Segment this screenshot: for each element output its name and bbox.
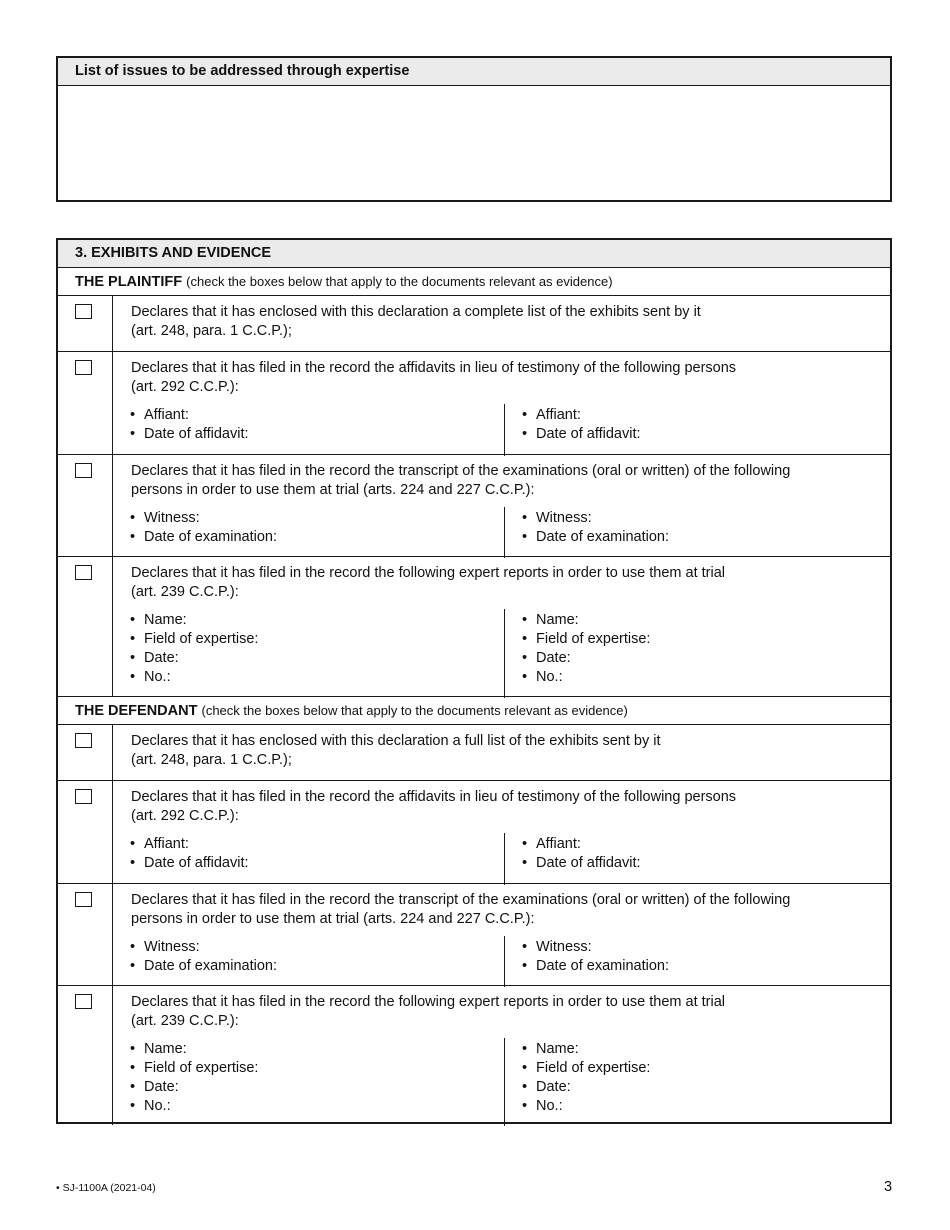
form-code: • SJ-1100A (2021-04) [56,1182,156,1194]
defendant-examinations-checkbox[interactable] [75,892,92,907]
field-field-of-expertise[interactable]: • Field of expertise: [130,1060,259,1076]
field-date-of-examination[interactable]: • Date of examination: [522,529,669,545]
statement-line: Declares that it has filed in the record the transcript of the examinations (oral or written) of the following [131,463,791,479]
statement-line: Declares that it has enclosed with this declaration a full list of the exhibits sent by it [131,733,661,749]
field-name[interactable]: • Name: [130,1041,187,1057]
field-column-right [504,609,895,698]
field-column-left [113,507,504,558]
field-date[interactable]: • Date: [522,650,571,666]
field-affiant[interactable]: • Affiant: [522,407,581,423]
field-column-left [113,404,504,456]
evidence-section [56,238,892,1124]
field-affiant[interactable]: • Affiant: [522,836,581,852]
statement-line: (art. 239 C.C.P.): [131,1013,239,1029]
field-number[interactable]: • No.: [522,669,563,685]
plaintiff-note: (check the boxes below that apply to the documents relevant as evidence) [186,274,613,289]
field-column-left [113,609,504,698]
plaintiff-examinations-row [58,455,890,557]
defendant-expert-reports-checkbox[interactable] [75,994,92,1009]
statement-line: (art. 292 C.C.P.): [131,808,239,824]
defendant-exhibits-row [58,725,890,781]
field-date-of-affidavit[interactable]: • Date of affidavit: [130,426,249,442]
defendant-affidavits-checkbox[interactable] [75,789,92,804]
statement-line: Declares that it has enclosed with this declaration a complete list of the exhibits sent by it [131,304,701,320]
plaintiff-examinations-checkbox[interactable] [75,463,92,478]
issues-section [56,56,892,202]
field-number[interactable]: • No.: [130,1098,171,1114]
field-witness[interactable]: • Witness: [130,939,200,955]
field-witness[interactable]: • Witness: [130,510,200,526]
field-affiant[interactable]: • Affiant: [130,407,189,423]
field-date-of-examination[interactable]: • Date of examination: [130,529,277,545]
defendant-label: THE DEFENDANT [75,703,198,719]
field-name[interactable]: • Name: [130,612,187,628]
field-witness[interactable]: • Witness: [522,939,592,955]
defendant-header [58,697,890,725]
field-column-left [113,936,504,987]
statement-line: persons in order to use them at trial (arts. 224 and 227 C.C.P.): [131,911,535,927]
field-column-right [504,936,895,987]
field-field-of-expertise[interactable]: • Field of expertise: [522,631,651,647]
field-column-right [504,1038,895,1126]
field-column-right [504,507,895,558]
plaintiff-affidavits-checkbox[interactable] [75,360,92,375]
field-name[interactable]: • Name: [522,612,579,628]
field-field-of-expertise[interactable]: • Field of expertise: [522,1060,651,1076]
defendant-examinations-row [58,884,890,986]
plaintiff-label: THE PLAINTIFF [75,274,183,290]
defendant-note: (check the boxes below that apply to the documents relevant as evidence) [201,703,628,718]
field-date-of-examination[interactable]: • Date of examination: [522,958,669,974]
field-date[interactable]: • Date: [130,650,179,666]
field-column-right [504,833,895,885]
plaintiff-affidavits-row [58,352,890,455]
plaintiff-header [58,268,890,296]
defendant-affidavits-row [58,781,890,884]
page-number: 3 [884,1179,893,1195]
field-number[interactable]: • No.: [130,669,171,685]
statement-line: Declares that it has filed in the record the following expert reports in order to use them at trial [131,994,725,1010]
field-column-left [113,1038,504,1126]
issues-title: List of issues to be addressed through expertise [58,58,890,86]
plaintiff-exhibits-checkbox[interactable] [75,304,92,319]
statement-line: Declares that it has filed in the record the affidavits in lieu of testimony of the following persons [131,360,737,376]
field-date[interactable]: • Date: [130,1079,179,1095]
issues-text-area[interactable] [58,86,890,201]
statement-line: (art. 292 C.C.P.): [131,379,239,395]
field-affiant[interactable]: • Affiant: [130,836,189,852]
statement-line: (art. 248, para. 1 C.C.P.); [131,323,292,339]
plaintiff-expert-reports-checkbox[interactable] [75,565,92,580]
statement-line: Declares that it has filed in the record the following expert reports in order to use them at trial [131,565,725,581]
field-name[interactable]: • Name: [522,1041,579,1057]
statement-line: Declares that it has filed in the record the affidavits in lieu of testimony of the following persons [131,789,737,805]
field-field-of-expertise[interactable]: • Field of expertise: [130,631,259,647]
field-date-of-affidavit[interactable]: • Date of affidavit: [522,426,641,442]
field-date-of-affidavit[interactable]: • Date of affidavit: [130,855,249,871]
defendant-exhibits-checkbox[interactable] [75,733,92,748]
statement-line: (art. 248, para. 1 C.C.P.); [131,752,292,768]
field-date[interactable]: • Date: [522,1079,571,1095]
plaintiff-expert-reports-row [58,557,890,697]
field-column-left [113,833,504,885]
field-column-right [504,404,895,456]
field-witness[interactable]: • Witness: [522,510,592,526]
statement-line: persons in order to use them at trial (arts. 224 and 227 C.C.P.): [131,482,535,498]
plaintiff-exhibits-row [58,296,890,352]
field-date-of-examination[interactable]: • Date of examination: [130,958,277,974]
statement-line: Declares that it has filed in the record the transcript of the examinations (oral or written) of the following [131,892,791,908]
field-number[interactable]: • No.: [522,1098,563,1114]
statement-line: (art. 239 C.C.P.): [131,584,239,600]
evidence-title: 3. EXHIBITS AND EVIDENCE [58,240,890,268]
defendant-expert-reports-row [58,986,890,1125]
field-date-of-affidavit[interactable]: • Date of affidavit: [522,855,641,871]
